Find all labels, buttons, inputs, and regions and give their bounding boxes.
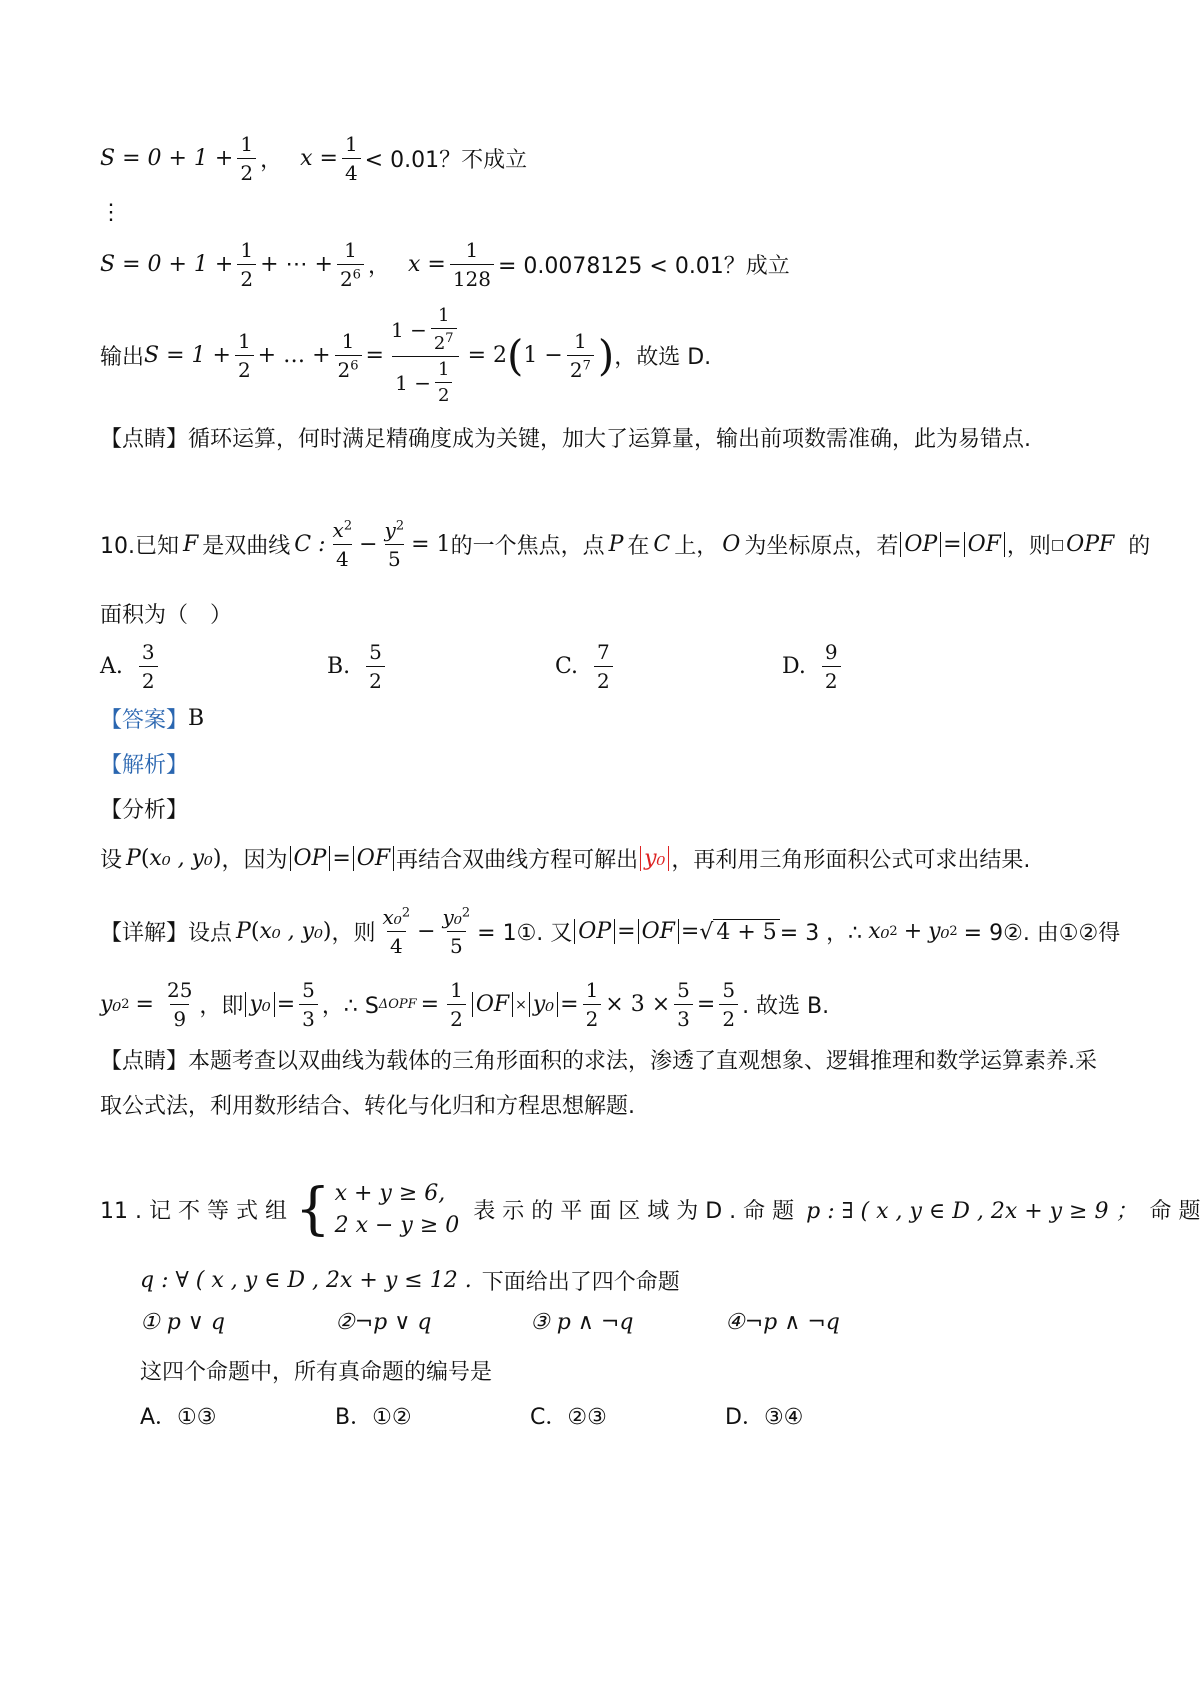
inequality-2: 2 x − y ≥ 0 [334, 1212, 460, 1238]
var-C-colon: C : [294, 532, 326, 557]
numerator: 5 [722, 978, 736, 1002]
denominator: 128 [450, 264, 494, 291]
base: 2 [569, 358, 583, 382]
var-y0: y₀ [100, 992, 122, 1017]
solution-line-s1 [100, 132, 527, 185]
q11-prop-2 [335, 1310, 431, 1335]
expr-prefix: S = 0 + 1 + [100, 146, 234, 171]
text: 再结合双曲线方程可解出 [396, 848, 639, 873]
option-fraction [822, 640, 841, 693]
text: . 故选 B. [742, 994, 830, 1019]
numerator: 5 [677, 978, 690, 1002]
denominator: 5 [447, 931, 466, 958]
q10-option-c[interactable] [555, 640, 617, 693]
stem-text: 面积为（ ） [100, 603, 233, 628]
expr-prefix: S = 0 + 1 + [100, 252, 234, 277]
q10-detail-line2: y₀ 2 = $\frac{25}{9}$ ，即 y₀ = $\frac{5}{3}$ ，∴ S ΔOPF = $\frac{1}{2}$ OF × y₀ = $\frac{1}{2}$ × 3 × $\frac{5}{3}$ = $\frac{5}{2}$ . 故选 B. [100, 978, 830, 1031]
numerator: 1 [573, 329, 587, 353]
var-C: C [653, 532, 671, 557]
abs-OP: OP [574, 919, 615, 944]
numerator: 5 [369, 640, 382, 664]
stem-text: 为坐标原点，若 [744, 534, 899, 559]
numerator [330, 518, 356, 544]
fraction [237, 238, 256, 291]
fraction [674, 978, 693, 1031]
triangle-symbol: □ [1050, 536, 1065, 553]
q10-fenxi-tag [100, 793, 188, 824]
inequality-1: x + y ≥ 6, [334, 1181, 446, 1206]
abs-OF: OF [964, 532, 1005, 557]
exponent: 7 [582, 358, 591, 374]
q11-stem-line1 [100, 1178, 1200, 1242]
text: = 1①. 又 [477, 921, 573, 946]
var-F: F [183, 532, 199, 557]
base: x₀ [382, 905, 402, 929]
q11-option-c[interactable] [530, 1400, 607, 1431]
equals: = [332, 846, 351, 871]
option-label: C. [555, 654, 579, 679]
q10-option-a[interactable] [100, 640, 162, 693]
denominator: 2 [237, 158, 256, 185]
inner-fraction [431, 305, 457, 354]
option-label: B．①② [335, 1405, 412, 1430]
exponent: 2 [395, 518, 405, 534]
equals-one: = 1 [411, 532, 451, 557]
equals: = [943, 532, 962, 557]
stem-text: 表 示 的 平 面 区 域 为 D . 命 题 [473, 1199, 795, 1225]
fraction [337, 238, 364, 291]
numerator: 5 [302, 978, 315, 1002]
system-brace: { [294, 1176, 331, 1242]
var-x0: x₀ [868, 919, 890, 944]
args: x₀ , y₀ [259, 919, 323, 944]
detail-tag: 【详解】 [100, 921, 189, 946]
lead: 1 − [390, 317, 427, 342]
abs-OF: OF [638, 919, 679, 944]
numerator: 1 [237, 329, 251, 353]
numerator [382, 518, 408, 544]
text: = 3 ，∴ [779, 921, 863, 946]
ask-text: 这四个命题中，所有真命题的编号是 [140, 1360, 493, 1385]
stem-text: 在 [627, 534, 650, 559]
denominator: 2 [822, 666, 841, 693]
numerator [388, 305, 464, 356]
denominator [337, 264, 364, 291]
numerator: 7 [597, 640, 610, 664]
fraction [567, 329, 594, 382]
proposition-p: p : ∃ ( x , y ∈ D , 2x + y ≥ 9 ； [806, 1199, 1138, 1225]
numerator: 1 [341, 329, 355, 353]
var-O: O [722, 532, 741, 557]
base: x [332, 518, 344, 542]
abs-y0: y₀ [529, 992, 558, 1017]
option-label: C．②③ [530, 1405, 607, 1430]
denominator [392, 356, 459, 406]
option-fraction [366, 640, 385, 693]
stem-text: 11 . 记 不 等 式 组 [100, 1199, 287, 1225]
denominator [431, 328, 457, 354]
option-label: A．①③ [140, 1405, 217, 1430]
numerator: 1 [344, 238, 357, 262]
right-paren: ) [597, 330, 615, 380]
equals: = [560, 992, 579, 1017]
base: 2 [339, 267, 353, 291]
denominator: 2 [447, 1004, 466, 1031]
equals-two: = 2 [467, 343, 507, 368]
text: ，∴ S [321, 994, 379, 1019]
fraction [164, 978, 195, 1031]
equals: = [680, 919, 700, 944]
inner-fraction [435, 359, 452, 406]
q11-prop-1 [140, 1310, 225, 1335]
denominator: 2 [583, 1004, 602, 1031]
numerator: 25 [166, 978, 193, 1002]
option-fraction [594, 640, 613, 693]
sqrt: √ 4 + 5 [699, 919, 779, 945]
equals: = [276, 992, 296, 1017]
numerator: 1 [240, 132, 254, 156]
fraction [719, 978, 738, 1031]
prop-text: ① p ∨ q [140, 1310, 225, 1335]
solution-line-s2 [100, 238, 790, 291]
text: 设点 [188, 921, 233, 946]
denominator: 3 [299, 1004, 318, 1031]
fraction [583, 978, 602, 1031]
comma: ， [367, 254, 390, 279]
big-fraction [388, 305, 464, 406]
numerator: 1 [437, 305, 450, 326]
text: ，即 [199, 994, 244, 1019]
stem-text: 命 题 [1149, 1199, 1200, 1225]
denominator: 2 [139, 666, 158, 693]
text: 设 [100, 848, 123, 873]
q10-detail-line1: 【详解】 设点 P (x₀ , y₀) ，则 $\frac{x_0^2}{4}$ − $\frac{y_0^2}{5}$ = 1①. 又 OP = OF = √ 4 + 5 = 3 ，∴ x₀ 2 + y₀ 2 = 9②. 由①②得 [100, 905, 1121, 958]
denominator: 5 [385, 544, 404, 571]
plus: + [903, 919, 923, 944]
vertical-ellipsis [100, 200, 122, 225]
subscript: ΔOPF [378, 997, 417, 1012]
denominator: 2 [719, 1004, 738, 1031]
times-3-times: × 3 × [605, 992, 671, 1017]
option-label: A. [100, 654, 123, 679]
denominator: 2 [237, 264, 256, 291]
abs-OF: OF [353, 846, 394, 871]
prop-text: ③ p ∧ ¬q [530, 1310, 634, 1335]
solution-output-line [100, 305, 711, 406]
fraction [380, 905, 414, 958]
denominator: 4 [333, 544, 352, 571]
denominator: 9 [170, 1004, 189, 1031]
prop-text: ②¬p ∨ q [335, 1310, 432, 1335]
fraction [382, 518, 408, 571]
equals: = [420, 992, 440, 1017]
left-paren: ( [507, 330, 524, 380]
proposition-q: q : ∀ ( x , y ∈ D , 2x + y ≤ 12 . [140, 1268, 472, 1293]
note-text: 【点睛】本题考查以双曲线为载体的三角形面积的求法，渗透了直观想象、逻辑推理和数学运算素养.采 [100, 1049, 1097, 1074]
text: ，再利用三角形面积公式可求出结果. [671, 848, 1031, 873]
q11-prop-3 [530, 1310, 633, 1335]
denominator: 4 [387, 931, 406, 958]
note-text: 取公式法，利用数形结合、转化与化归和方程思想解题. [100, 1094, 635, 1119]
q11-prop-4 [725, 1310, 840, 1335]
base: y₀ [442, 905, 462, 929]
denominator: 4 [342, 158, 361, 185]
denominator [335, 355, 362, 382]
args: x₀ , y₀ [149, 846, 213, 871]
point-args: (x₀ , y₀) [140, 846, 222, 871]
fraction [299, 978, 318, 1031]
exponent: 7 [445, 331, 454, 346]
times: × [515, 996, 527, 1013]
denominator [567, 355, 594, 382]
abs-y0: y₀ [245, 992, 274, 1017]
analysis-tag: 【解析】 [100, 753, 189, 778]
vdots: ⋮ [100, 200, 122, 225]
stem-text: 10.已知 [100, 534, 179, 559]
q10-stem-line1 [100, 518, 1150, 571]
text: ，因为 [221, 848, 288, 873]
dots: + ⋯ + [260, 252, 333, 277]
numerator: 1 [465, 238, 479, 262]
numerator: 1 [585, 978, 599, 1002]
fraction [335, 329, 362, 382]
numerator: x₀$^2$ [382, 905, 411, 929]
option-fraction [139, 640, 158, 693]
base: y [384, 518, 396, 542]
abs-OF: OF [472, 992, 513, 1017]
numerator: 1 [450, 978, 463, 1002]
stem-text: 的一个焦点，点 [450, 534, 605, 559]
x-equals: x = [407, 252, 446, 277]
fraction [450, 238, 494, 291]
radicand: 4 + 5 [713, 919, 779, 945]
fraction [330, 518, 356, 571]
option-label: D．③④ [725, 1405, 804, 1430]
denominator: 2 [366, 666, 385, 693]
option-label: D. [782, 654, 806, 679]
q11-option-b[interactable] [335, 1400, 412, 1431]
denominator: 2 [594, 666, 613, 693]
q11-ask [140, 1355, 492, 1386]
lead: 1 − [395, 370, 431, 395]
inequality-system [335, 1178, 460, 1242]
q11-option-d[interactable] [725, 1400, 803, 1431]
base: 2 [337, 358, 351, 382]
abs-OP: OP [900, 532, 941, 557]
denominator: 2 [235, 355, 254, 382]
fraction [237, 132, 256, 185]
stem-text: 的 [1128, 534, 1151, 559]
comma: ， [260, 148, 283, 173]
fraction [440, 905, 474, 958]
exponent: 6 [352, 267, 361, 283]
stem-text: 上， [674, 534, 719, 559]
q10-option-d[interactable] [782, 640, 845, 693]
option-label: B. [327, 654, 351, 679]
equals: = [365, 343, 384, 368]
prop-text: ④¬p ∧ ¬q [725, 1310, 840, 1335]
fraction [447, 978, 466, 1031]
q11-stem-line2 [140, 1265, 680, 1296]
numerator: 3 [141, 640, 155, 664]
lead-text: 输出 [100, 345, 145, 370]
condition-text: = 0.0078125 < 0.01？成立 [498, 254, 790, 279]
fenxi-tag: 【分析】 [100, 798, 189, 823]
q10-stem-line2 [100, 598, 232, 629]
fraction [235, 329, 254, 382]
x-equals: x = [300, 146, 338, 171]
equals: = [696, 992, 716, 1017]
note-paragraph-1 [100, 422, 1031, 453]
minus: − [359, 532, 378, 557]
q10-note-line1 [100, 1044, 1097, 1075]
stem-text: 是双曲线 [202, 534, 291, 559]
denominator: 3 [674, 1004, 693, 1031]
fraction [342, 132, 361, 185]
q10-answer [100, 703, 204, 734]
exponent: 2 [343, 518, 353, 534]
var-P: P [126, 846, 141, 871]
expr-prefix: S = 1 + [144, 343, 231, 368]
answer-tag: 【答案】 [100, 708, 189, 733]
var-P: P [236, 919, 251, 944]
point-args: (x₀ , y₀) [250, 919, 332, 944]
var-y0: y₀ [928, 919, 950, 944]
paren-inner: 1 − [523, 343, 563, 368]
numerator: 1 [240, 238, 254, 262]
text: = 9②. 由①②得 [963, 921, 1121, 946]
exponent: 6 [350, 358, 359, 374]
q10-option-b[interactable] [327, 640, 389, 693]
equals: = [617, 919, 636, 944]
q10-analysis-tag [100, 748, 188, 779]
condition-text: < 0.01？不成立 [364, 148, 528, 173]
answer-value: B [188, 706, 205, 731]
text: ，则 [331, 921, 376, 946]
dots: + … + [257, 343, 331, 368]
var-OPF: OPF [1066, 532, 1115, 557]
denominator: 2 [435, 382, 452, 406]
stem-text: ，则 [1006, 534, 1051, 559]
q10-note-line2 [100, 1089, 635, 1120]
abs-OP: OP [290, 846, 331, 871]
tail-text: ，故选 D. [614, 345, 712, 370]
numerator: 9 [824, 640, 838, 664]
abs-y0: y₀ [640, 846, 669, 871]
var-P: P [608, 532, 624, 557]
base: 2 [433, 333, 446, 354]
q11-option-a[interactable] [140, 1400, 217, 1431]
q10-fenxi-text [100, 843, 1030, 874]
numerator: 1 [437, 359, 450, 380]
note-text: 【点睛】循环运算，何时满足精确度成为关键，加大了运算量，输出前项数需准确，此为易错点. [100, 427, 1031, 452]
numerator: y₀$^2$ [442, 905, 471, 929]
stem-text: 下面给出了四个命题 [481, 1270, 680, 1295]
numerator: 1 [344, 132, 358, 156]
